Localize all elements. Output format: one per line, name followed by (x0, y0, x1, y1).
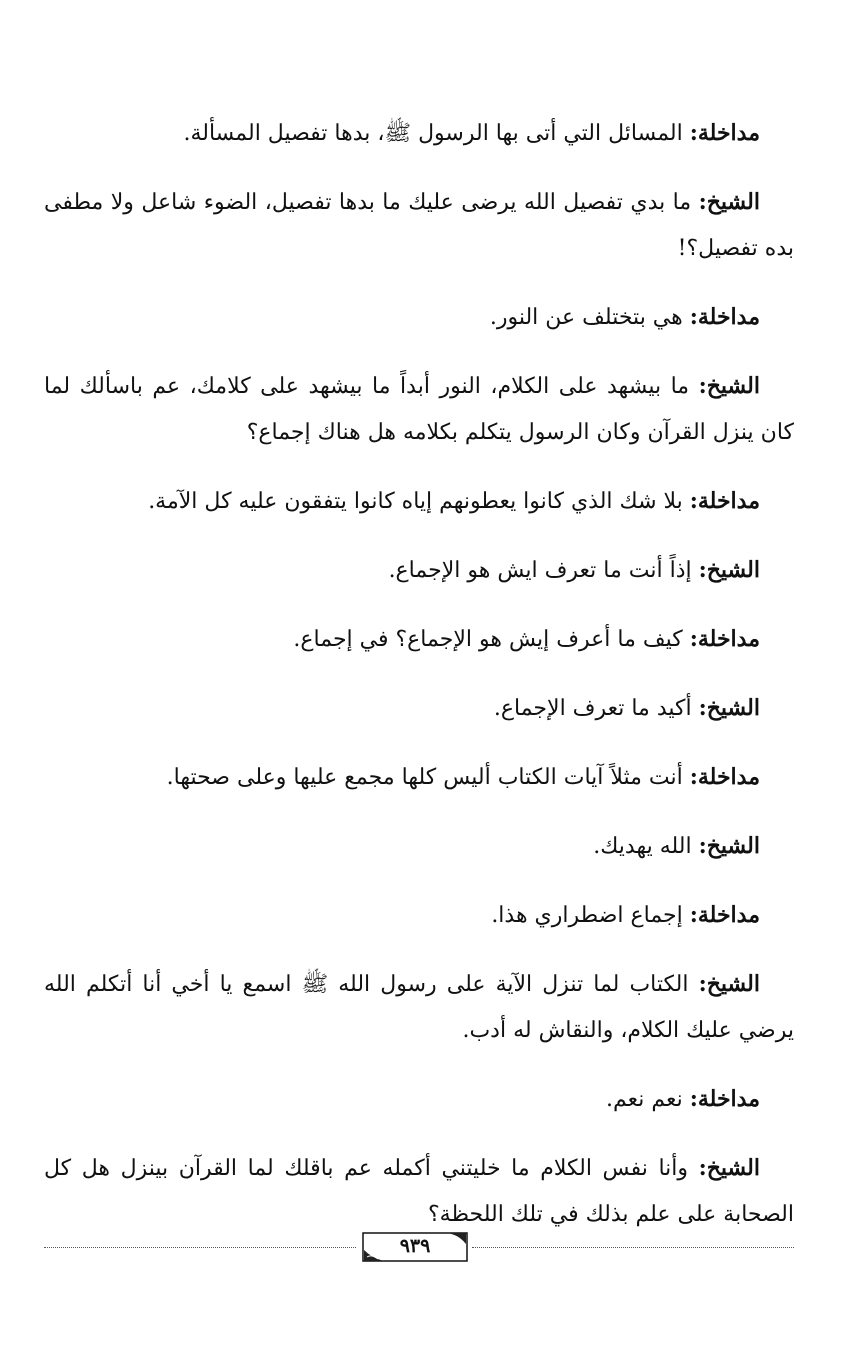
dialogue-text: ما بيشهد على الكلام، النور أبداً ما بيشهد على كلامك، عم باسألك لما كان ينزل القرآن وكان الرسول يتكلم بكلامه هل هناك إجماع؟ (44, 374, 794, 445)
speaker-label: مداخلة: (689, 902, 760, 928)
dialogue-text: إجماع اضطراري هذا. (491, 903, 690, 928)
dialogue-text: هي بتختلف عن النور. (489, 305, 690, 330)
dialogue-paragraph-1 (44, 110, 794, 157)
speaker-label: الشيخ: (698, 189, 760, 215)
dialogue-text: المسائل التي أتى بها الرسول ﷺ، بدها تفصيل المسألة. (183, 121, 690, 146)
speaker-label: مداخلة: (689, 304, 760, 330)
dialogue-text: أكيد ما تعرف الإجماع. (493, 696, 699, 721)
dialogue-text: نعم نعم. (606, 1087, 690, 1112)
speaker-label: الشيخ: (698, 833, 760, 859)
page-number: ٩٣٩ (399, 1235, 431, 1257)
dialogue-paragraph-12 (44, 961, 794, 1054)
footer-dotted-rule-right (472, 1247, 794, 1248)
dialogue-paragraph-5 (44, 478, 794, 525)
speaker-label: الشيخ: (698, 1155, 760, 1181)
dialogue-paragraph-6 (44, 547, 794, 594)
speaker-label: مداخلة: (689, 764, 760, 790)
dialogue-paragraph-2 (44, 179, 794, 272)
dialogue-paragraph-13 (44, 1076, 794, 1123)
dialogue-text: بلا شك الذي كانوا يعطونهم إياه كانوا يتفقون عليه كل الآمة. (148, 489, 690, 514)
dialogue-paragraph-7 (44, 616, 794, 663)
dialogue-paragraph-14 (44, 1145, 794, 1238)
dialogue-paragraph-10 (44, 823, 794, 870)
dialogue-paragraph-4 (44, 363, 794, 456)
speaker-label: الشيخ: (698, 695, 760, 721)
page-footer (44, 1230, 794, 1270)
footer-dotted-rule-left (44, 1247, 356, 1248)
dialogue-text: إذاً أنت ما تعرف ايش هو الإجماع. (388, 558, 699, 583)
page-number-frame (362, 1230, 468, 1264)
dialogue-text: الله يهديك. (593, 834, 699, 859)
dialogue-paragraph-3 (44, 294, 794, 341)
dialogue-paragraph-11 (44, 892, 794, 939)
speaker-label: مداخلة: (689, 626, 760, 652)
dialogue-text: وأنا نفس الكلام ما خليتني أكمله عم باقلك لما القرآن بينزل هل كل الصحابة على علم بذلك في تلك اللحظة؟ (44, 1156, 794, 1227)
dialogue-text: ما بدي تفصيل الله يرضى عليك ما بدها تفصيل، الضوء شاعل ولا مطفى بده تفصيل؟! (44, 190, 794, 261)
speaker-label: مداخلة: (689, 120, 760, 146)
speaker-label: الشيخ: (698, 971, 760, 997)
document-body (44, 110, 794, 1260)
dialogue-paragraph-8 (44, 685, 794, 732)
speaker-label: مداخلة: (689, 488, 760, 514)
speaker-label: مداخلة: (689, 1086, 760, 1112)
speaker-label: الشيخ: (698, 557, 760, 583)
dialogue-text: أنت مثلاً آيات الكتاب أليس كلها مجمع عليها وعلى صحتها. (166, 765, 690, 790)
dialogue-text: كيف ما أعرف إيش هو الإجماع؟ في إجماع. (293, 627, 690, 652)
speaker-label: الشيخ: (698, 373, 760, 399)
dialogue-paragraph-9 (44, 754, 794, 801)
dialogue-text: الكتاب لما تنزل الآية على رسول الله ﷺ اسمع يا أخي أنا أتكلم الله يرضي عليك الكلام، والنقاش له أدب. (44, 972, 794, 1043)
